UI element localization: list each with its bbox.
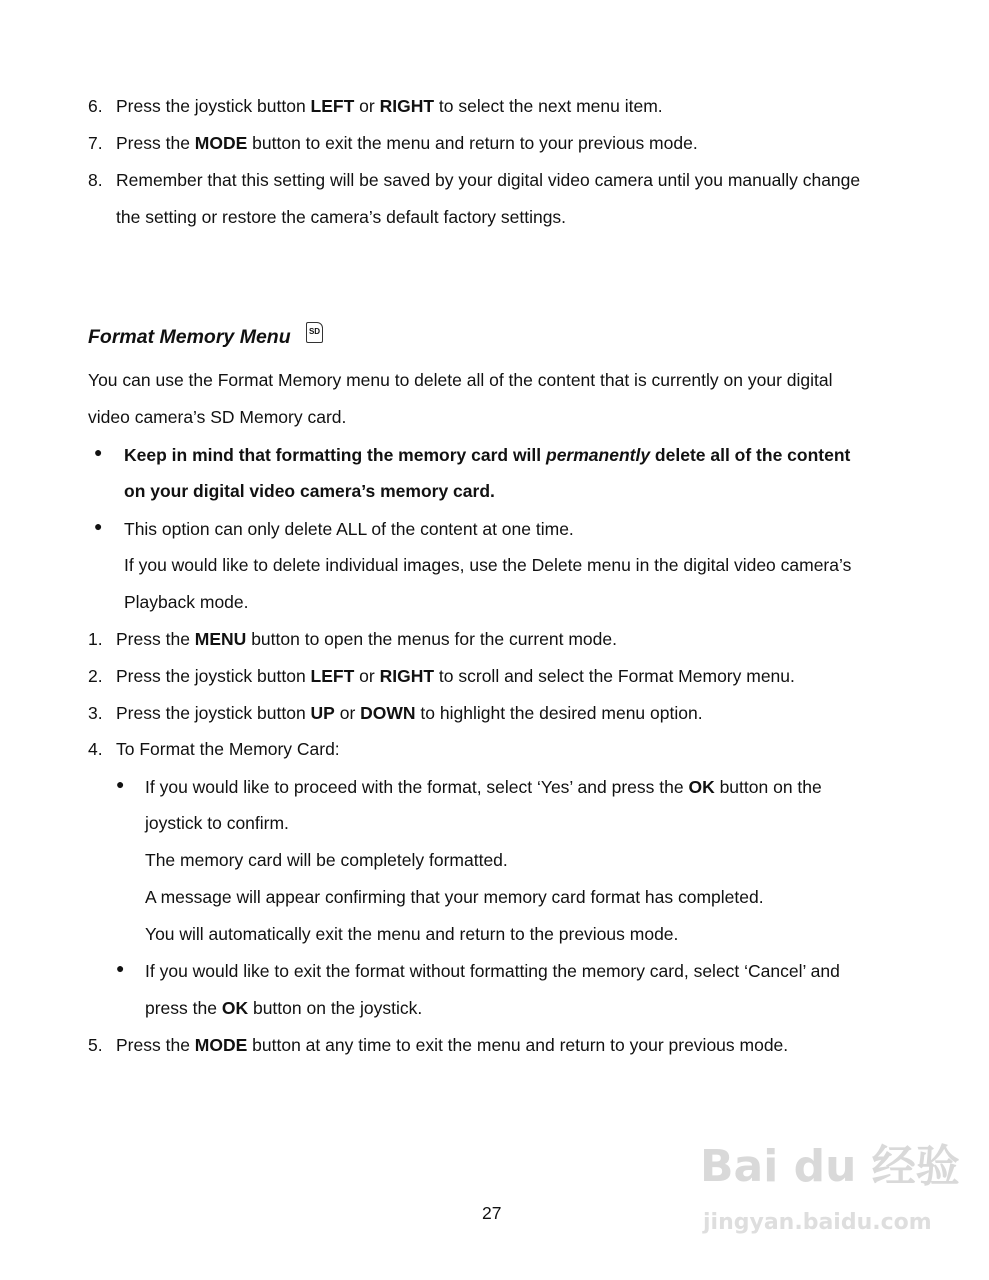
step-6: 6. Press the joystick button LEFT or RIGHT to select the next menu item. xyxy=(88,96,663,116)
step-number: 3. xyxy=(88,703,103,723)
bullet-icon: ● xyxy=(94,444,103,460)
cancel-line-2: press the OK button on the joystick. xyxy=(145,998,423,1018)
sd-card-icon: SD xyxy=(306,322,323,343)
step-7: 7. Press the MODE button to exit the menu and return to your previous mode. xyxy=(88,133,698,153)
note-line-1: This option can only delete ALL of the content at one time. xyxy=(124,519,574,539)
warning-line-1: Keep in mind that formatting the memory card will permanently delete all of the content xyxy=(124,445,851,465)
yes-line-1: If you would like to proceed with the format, select ‘Yes’ and press the OK button on the xyxy=(145,777,822,797)
step-number: 8. xyxy=(88,170,103,190)
step-number: 1. xyxy=(88,629,103,649)
step-number: 4. xyxy=(88,739,103,759)
page-number: 27 xyxy=(482,1203,502,1223)
note-line-2: If you would like to delete individual images, use the Delete menu in the digital video camera’s xyxy=(124,555,852,575)
step-1: 1. Press the MENU button to open the menus for the current mode. xyxy=(88,629,617,649)
yes-line-3: The memory card will be completely formatted. xyxy=(145,850,508,870)
step-8: 8. Remember that this setting will be saved by your digital video camera until you manually change xyxy=(88,170,861,190)
cancel-line-1: If you would like to exit the format without formatting the memory card, select ‘Cancel’ and xyxy=(145,961,840,981)
section-title: Format Memory Menu xyxy=(88,326,291,348)
step-8-continued: the setting or restore the camera’s default factory settings. xyxy=(116,207,567,227)
step-4: 4. To Format the Memory Card: xyxy=(88,739,340,759)
yes-line-4: A message will appear confirming that your memory card format has completed. xyxy=(145,887,764,907)
step-2: 2. Press the joystick button LEFT or RIGHT to scroll and select the Format Memory menu. xyxy=(88,666,795,686)
watermark-url: jingyan.baidu.com xyxy=(703,1210,932,1235)
step-number: 2. xyxy=(88,666,103,686)
step-5: 5. Press the MODE button at any time to exit the menu and return to your previous mode. xyxy=(88,1035,789,1055)
step-number: 5. xyxy=(88,1035,103,1055)
warning-line-2: on your digital video camera’s memory card. xyxy=(124,481,495,501)
step-number: 6. xyxy=(88,96,103,116)
note-line-3: Playback mode. xyxy=(124,592,249,612)
bullet-icon: ● xyxy=(116,960,125,976)
step-3: 3. Press the joystick button UP or DOWN to highlight the desired menu option. xyxy=(88,703,703,723)
step-number: 7. xyxy=(88,133,103,153)
intro-line-1: You can use the Format Memory menu to delete all of the content that is currently on your digital xyxy=(88,370,833,390)
yes-line-5: You will automatically exit the menu and return to the previous mode. xyxy=(145,924,679,944)
bullet-icon: ● xyxy=(116,776,125,792)
intro-line-2: video camera’s SD Memory card. xyxy=(88,407,347,427)
bullet-icon: ● xyxy=(94,518,103,534)
watermark-logo: Bai du 经验 xyxy=(700,1141,960,1192)
yes-line-2: joystick to confirm. xyxy=(145,813,289,833)
